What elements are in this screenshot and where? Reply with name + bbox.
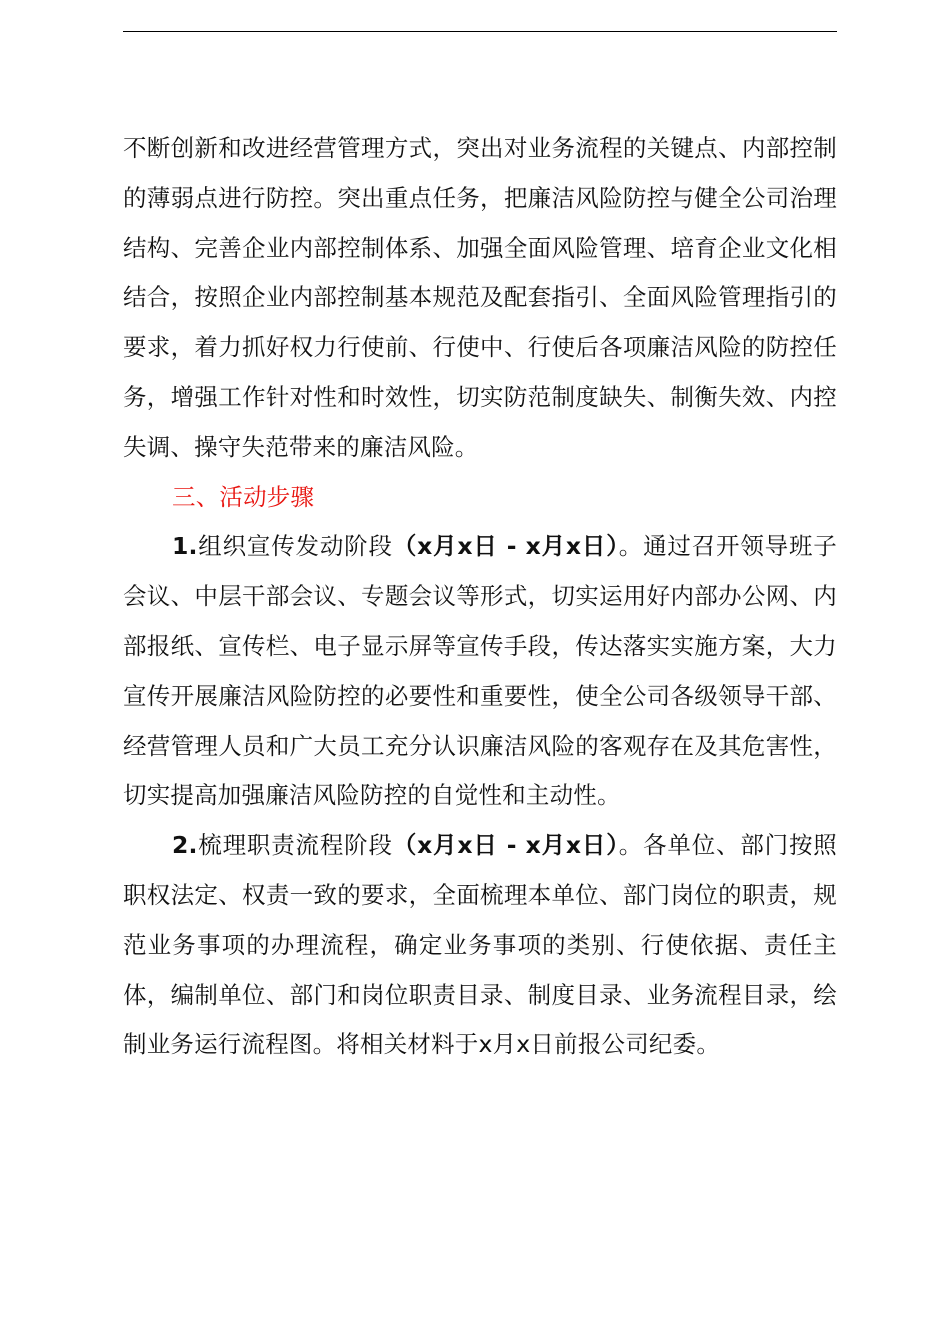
step-1-date-range: （x月x日 - x月x日） xyxy=(392,532,619,561)
section-heading-activity-steps: 三、活动步骤 xyxy=(172,482,315,511)
paragraph-risk-control: 不断创新和改进经营管理方式，突出对业务流程的关键点、内部控制的薄弱点进行防控。突出重点任务，把廉洁风险防控与健全公司治理结构、完善企业内部控制体系、加强全面风险管理、培育企业文化相结合，按照企业内部控制基本规范及配套指引、全面风险管理指引的要求，着力抓好权力行使前、行使中、行使后各项廉洁风险的防控任务，增强工作针对性和时效性，切实防范制度缺失、制衡失效、内控失调、操守失范带来的廉洁风险。 xyxy=(123,134,837,461)
step-1-body: 。通过召开领导班子会议、中层干部会议、专题会议等形式，切实运用好内部办公网、内部报纸、宣传栏、电子显示屏等宣传手段，传达落实实施方案，大力宣传开展廉洁风险防控的必要性和重要性，使全公司各级领导干部、经营管理人员和广大员工充分认识廉洁风险的客观存在及其危害性，切实提高加强廉洁风险防控的自觉性和主动性。 xyxy=(123,532,837,810)
document-body xyxy=(123,124,837,1070)
step-2-number: 2. xyxy=(172,831,198,860)
step-1-number: 1. xyxy=(172,532,198,561)
step-2-title: 梳理职责流程阶段 xyxy=(197,831,393,860)
step-2-paragraph xyxy=(123,821,837,1070)
step-1-paragraph xyxy=(123,522,837,821)
step-1-title: 组织宣传发动阶段 xyxy=(197,532,393,561)
step-2-body: 。各单位、部门按照职权法定、权责一致的要求，全面梳理本单位、部门岗位的职责，规范业务事项的办理流程，确定业务事项的类别、行使依据、责任主体，编制单位、部门和岗位职责目录、制度目录、业务流程目录，绘制业务运行流程图。将相关材料于x月x日前报公司纪委。 xyxy=(123,831,837,1059)
step-2-date-range: （x月x日 - x月x日） xyxy=(392,831,619,860)
header-rule xyxy=(123,31,837,32)
